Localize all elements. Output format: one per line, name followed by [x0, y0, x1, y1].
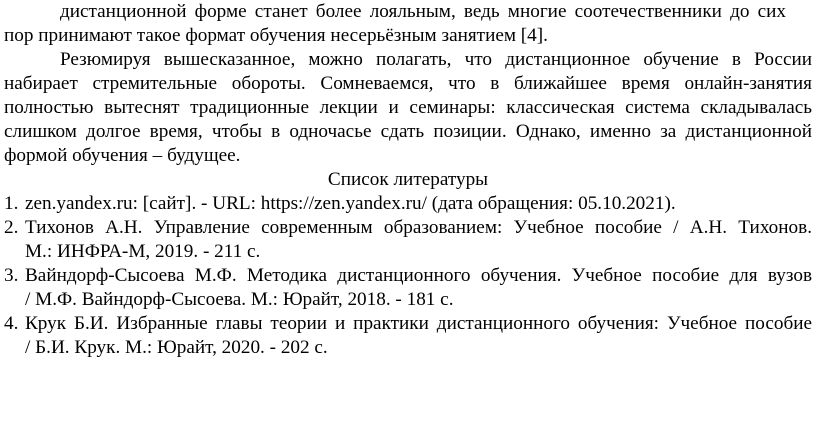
- reference-item: [4, 312, 812, 360]
- paragraph-conclusion-continued: [4, 0, 812, 24]
- paragraph-conclusion-continued-end: [4, 24, 812, 48]
- text-line: формой обучения – будущее.: [4, 145, 241, 166]
- text-line: полностью вытеснят традиционные лекции и семинары: классическая система складывалась: [4, 97, 812, 118]
- text-line: набирает стремительные обороты. Сомневаемся, что в ближайшее время онлайн-занятия: [4, 73, 812, 94]
- reference-item: [4, 216, 812, 264]
- text-line: / Б.И. Крук. М.: Юрайт, 2020. - 202 с.: [25, 337, 328, 358]
- reference-number: 4.: [4, 313, 19, 334]
- text-line: дистанционной форме станет более лояльным, ведь многие соотечественники до сих: [60, 1, 786, 22]
- text-line: / М.Ф. Вайндорф-Сысоева. М.: Юрайт, 2018. - 181 с.: [25, 289, 454, 310]
- reference-number: 2.: [4, 217, 19, 238]
- text-line: Крук Б.И. Избранные главы теории и практики дистанционного обучения: Учебное пособие: [25, 313, 812, 334]
- text-line: zen.yandex.ru: [сайт]. - URL: https://zen.yandex.ru/ (дата обращения: 05.10.2021).: [25, 193, 676, 214]
- reference-item: [4, 192, 812, 216]
- reference-text: [25, 192, 812, 216]
- paragraph-summary: [4, 48, 812, 168]
- text-line: пор принимают такое формат обучения несерьёзным занятием [4].: [4, 25, 548, 46]
- text-line: слишком долгое время, чтобы в одночасье сдать позиции. Однако, именно за дистанционной: [4, 121, 812, 142]
- text-line: Вайндорф-Сысоева М.Ф. Методика дистанционного обучения. Учебное пособие для вузов: [25, 265, 812, 286]
- reference-text: [25, 264, 812, 312]
- reference-number: 3.: [4, 265, 19, 286]
- reference-text: [25, 216, 812, 264]
- reference-item: [4, 264, 812, 312]
- reference-text: [25, 312, 812, 360]
- references-heading: Список литературы: [327, 169, 489, 190]
- text-line: М.: ИНФРА-М, 2019. - 211 с.: [25, 241, 261, 262]
- text-line: Тихонов А.Н. Управление современным образованием: Учебное пособие / А.Н. Тихонов.: [25, 217, 812, 238]
- reference-number: 1.: [4, 193, 19, 214]
- text-line: Резюмируя вышесказанное, можно полагать, что дистанционное обучение в России: [60, 49, 812, 70]
- references-list: [4, 192, 812, 360]
